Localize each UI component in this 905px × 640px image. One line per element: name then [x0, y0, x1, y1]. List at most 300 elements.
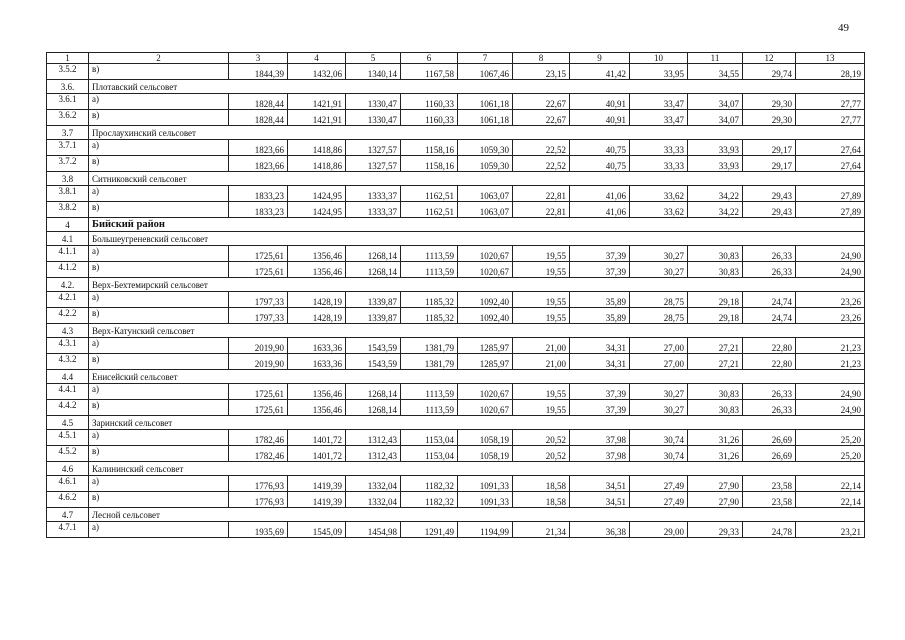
- value-cell: 26,33: [743, 262, 796, 278]
- value-cell: 34,31: [570, 354, 630, 370]
- value-cell: 1332,04: [346, 476, 401, 492]
- value-cell: 1312,43: [346, 430, 401, 446]
- value-cell: 1418,86: [288, 156, 346, 172]
- value-cell: 29,18: [688, 308, 743, 324]
- value-cell: 1061,18: [458, 110, 513, 126]
- value-cell: 1268,14: [346, 400, 401, 416]
- column-number: 10: [630, 53, 688, 64]
- value-cell: 40,91: [570, 110, 630, 126]
- value-cell: 1725,61: [229, 246, 288, 262]
- value-cell: 20,52: [513, 430, 570, 446]
- value-cell: 33,62: [630, 202, 688, 218]
- value-cell: 22,67: [513, 110, 570, 126]
- row-variant: в): [89, 64, 229, 80]
- value-cell: 26,69: [743, 446, 796, 462]
- section-row: [47, 126, 865, 140]
- row-code: 3.8.2: [47, 202, 89, 218]
- row-variant: а): [89, 292, 229, 308]
- value-cell: 1339,87: [346, 308, 401, 324]
- section-code: 4: [47, 218, 89, 232]
- value-cell: 1823,66: [229, 156, 288, 172]
- value-cell: 36,38: [570, 522, 630, 538]
- value-cell: 29,33: [688, 522, 743, 538]
- value-cell: 19,55: [513, 308, 570, 324]
- row-code: 4.2.1: [47, 292, 89, 308]
- value-cell: 18,58: [513, 492, 570, 508]
- value-cell: 1419,39: [288, 476, 346, 492]
- section-name: Калининский сельсовет: [89, 462, 865, 476]
- value-cell: 18,58: [513, 476, 570, 492]
- value-cell: 1401,72: [288, 446, 346, 462]
- row-code: 4.4.1: [47, 384, 89, 400]
- value-cell: 35,89: [570, 308, 630, 324]
- section-name: Заринский сельсовет: [89, 416, 865, 430]
- value-cell: 1421,91: [288, 94, 346, 110]
- section-row: [47, 232, 865, 246]
- row-code: 3.7.1: [47, 140, 89, 156]
- value-cell: 1543,59: [346, 338, 401, 354]
- value-cell: 1797,33: [229, 292, 288, 308]
- table-body: [47, 53, 865, 538]
- value-cell: 27,21: [688, 354, 743, 370]
- value-cell: 1058,19: [458, 430, 513, 446]
- value-cell: 1162,51: [401, 202, 458, 218]
- row-variant: а): [89, 476, 229, 492]
- value-cell: 29,17: [743, 140, 796, 156]
- value-cell: 37,39: [570, 400, 630, 416]
- value-cell: 29,43: [743, 186, 796, 202]
- row-variant: а): [89, 384, 229, 400]
- value-cell: 1833,23: [229, 202, 288, 218]
- section-row: [47, 324, 865, 338]
- column-number: 6: [401, 53, 458, 64]
- value-cell: 23,15: [513, 64, 570, 80]
- value-cell: 35,89: [570, 292, 630, 308]
- row-variant: а): [89, 522, 229, 538]
- value-cell: 1285,97: [458, 354, 513, 370]
- value-cell: 30,83: [688, 400, 743, 416]
- value-cell: 1285,97: [458, 338, 513, 354]
- section-name: Большеугреневский сельсовет: [89, 232, 865, 246]
- table-row: [47, 354, 865, 370]
- value-cell: 1332,04: [346, 492, 401, 508]
- row-variant: а): [89, 338, 229, 354]
- value-cell: 1091,33: [458, 476, 513, 492]
- row-variant: в): [89, 156, 229, 172]
- value-cell: 22,80: [743, 354, 796, 370]
- value-cell: 19,55: [513, 246, 570, 262]
- value-cell: 24,74: [743, 308, 796, 324]
- section-name: Лесной сельсовет: [89, 508, 865, 522]
- section-code: 3.7: [47, 126, 89, 140]
- row-code: 3.6.2: [47, 110, 89, 126]
- row-variant: а): [89, 186, 229, 202]
- row-variant: в): [89, 354, 229, 370]
- value-cell: 40,75: [570, 156, 630, 172]
- value-cell: 29,00: [630, 522, 688, 538]
- table-row: [47, 64, 865, 80]
- value-cell: 1185,32: [401, 308, 458, 324]
- value-cell: 29,30: [743, 110, 796, 126]
- value-cell: 27,90: [688, 476, 743, 492]
- value-cell: 33,33: [630, 156, 688, 172]
- value-cell: 1268,14: [346, 246, 401, 262]
- value-cell: 1725,61: [229, 400, 288, 416]
- value-cell: 33,47: [630, 110, 688, 126]
- value-cell: 1185,32: [401, 292, 458, 308]
- value-cell: 24,90: [796, 384, 865, 400]
- value-cell: 1421,91: [288, 110, 346, 126]
- value-cell: 1059,30: [458, 140, 513, 156]
- value-cell: 1312,43: [346, 446, 401, 462]
- value-cell: 26,33: [743, 384, 796, 400]
- row-code: 4.3.1: [47, 338, 89, 354]
- value-cell: 1797,33: [229, 308, 288, 324]
- value-cell: 33,95: [630, 64, 688, 80]
- table-row: [47, 292, 865, 308]
- row-variant: в): [89, 308, 229, 324]
- row-variant: в): [89, 492, 229, 508]
- value-cell: 1113,59: [401, 262, 458, 278]
- row-variant: в): [89, 446, 229, 462]
- row-code: 4.3.2: [47, 354, 89, 370]
- row-code: 4.1.2: [47, 262, 89, 278]
- row-code: 3.6.1: [47, 94, 89, 110]
- row-code: 4.7.1: [47, 522, 89, 538]
- column-number: 3: [229, 53, 288, 64]
- section-row: [47, 172, 865, 186]
- value-cell: 34,07: [688, 94, 743, 110]
- value-cell: 1424,95: [288, 202, 346, 218]
- value-cell: 21,23: [796, 338, 865, 354]
- value-cell: 27,77: [796, 94, 865, 110]
- column-number: 8: [513, 53, 570, 64]
- column-number: 7: [458, 53, 513, 64]
- row-variant: а): [89, 430, 229, 446]
- value-cell: 37,98: [570, 430, 630, 446]
- value-cell: 1091,33: [458, 492, 513, 508]
- value-cell: 25,20: [796, 430, 865, 446]
- row-variant: а): [89, 140, 229, 156]
- value-cell: 23,26: [796, 308, 865, 324]
- table-row: [47, 384, 865, 400]
- value-cell: 21,00: [513, 354, 570, 370]
- value-cell: 1061,18: [458, 94, 513, 110]
- value-cell: 1330,47: [346, 94, 401, 110]
- value-cell: 1356,46: [288, 262, 346, 278]
- section-row: [47, 80, 865, 94]
- value-cell: 1776,93: [229, 476, 288, 492]
- value-cell: 1291,49: [401, 522, 458, 538]
- value-cell: 1333,37: [346, 186, 401, 202]
- value-cell: 22,67: [513, 94, 570, 110]
- section-code: 4.4: [47, 370, 89, 384]
- value-cell: 1432,06: [288, 64, 346, 80]
- value-cell: 1543,59: [346, 354, 401, 370]
- value-cell: 19,55: [513, 292, 570, 308]
- value-cell: 1162,51: [401, 186, 458, 202]
- section-name: Енисейский сельсовет: [89, 370, 865, 384]
- table-row: [47, 110, 865, 126]
- value-cell: 41,42: [570, 64, 630, 80]
- row-code: 4.6.1: [47, 476, 89, 492]
- value-cell: 22,14: [796, 492, 865, 508]
- section-name: Бийский район: [89, 218, 865, 232]
- section-row: [47, 370, 865, 384]
- value-cell: 21,34: [513, 522, 570, 538]
- value-cell: 27,49: [630, 476, 688, 492]
- value-cell: 1153,04: [401, 430, 458, 446]
- table-row: [47, 262, 865, 278]
- value-cell: 1381,79: [401, 338, 458, 354]
- column-number-row: [47, 53, 865, 64]
- value-cell: 1633,36: [288, 354, 346, 370]
- row-variant: в): [89, 262, 229, 278]
- value-cell: 1020,67: [458, 384, 513, 400]
- value-cell: 37,39: [570, 262, 630, 278]
- value-cell: 33,62: [630, 186, 688, 202]
- table-row: [47, 446, 865, 462]
- value-cell: 1725,61: [229, 384, 288, 400]
- value-cell: 28,75: [630, 308, 688, 324]
- value-cell: 30,27: [630, 262, 688, 278]
- value-cell: 1545,09: [288, 522, 346, 538]
- table-row: [47, 94, 865, 110]
- value-cell: 24,90: [796, 262, 865, 278]
- value-cell: 1844,39: [229, 64, 288, 80]
- row-code: 4.6.2: [47, 492, 89, 508]
- value-cell: 41,06: [570, 186, 630, 202]
- value-cell: 21,23: [796, 354, 865, 370]
- section-name: Ситниковский сельсовет: [89, 172, 865, 186]
- value-cell: 33,93: [688, 156, 743, 172]
- value-cell: 30,83: [688, 246, 743, 262]
- value-cell: 1428,19: [288, 308, 346, 324]
- value-cell: 22,80: [743, 338, 796, 354]
- value-cell: 1725,61: [229, 262, 288, 278]
- value-cell: 34,51: [570, 492, 630, 508]
- value-cell: 1153,04: [401, 446, 458, 462]
- value-cell: 1268,14: [346, 384, 401, 400]
- value-cell: 34,22: [688, 186, 743, 202]
- value-cell: 27,64: [796, 156, 865, 172]
- value-cell: 26,33: [743, 400, 796, 416]
- section-code: 4.7: [47, 508, 89, 522]
- value-cell: 1160,33: [401, 94, 458, 110]
- value-cell: 1020,67: [458, 400, 513, 416]
- value-cell: 1782,46: [229, 430, 288, 446]
- value-cell: 23,58: [743, 492, 796, 508]
- value-cell: 1327,57: [346, 156, 401, 172]
- value-cell: 33,33: [630, 140, 688, 156]
- value-cell: 1782,46: [229, 446, 288, 462]
- value-cell: 1059,30: [458, 156, 513, 172]
- value-cell: 22,52: [513, 140, 570, 156]
- value-cell: 1020,67: [458, 246, 513, 262]
- value-cell: 1194,99: [458, 522, 513, 538]
- row-variant: а): [89, 246, 229, 262]
- value-cell: 2019,90: [229, 354, 288, 370]
- value-cell: 1327,57: [346, 140, 401, 156]
- value-cell: 27,64: [796, 140, 865, 156]
- value-cell: 30,27: [630, 400, 688, 416]
- value-cell: 1330,47: [346, 110, 401, 126]
- section-name: Прослаухинский сельсовет: [89, 126, 865, 140]
- table-row: [47, 202, 865, 218]
- value-cell: 27,89: [796, 202, 865, 218]
- value-cell: 1381,79: [401, 354, 458, 370]
- table-row: [47, 156, 865, 172]
- row-code: 4.4.2: [47, 400, 89, 416]
- value-cell: 29,74: [743, 64, 796, 80]
- value-cell: 26,69: [743, 430, 796, 446]
- section-name: Верх-Бехтемирский сельсовет: [89, 278, 865, 292]
- value-cell: 1160,33: [401, 110, 458, 126]
- table-row: [47, 492, 865, 508]
- value-cell: 1935,69: [229, 522, 288, 538]
- value-cell: 1058,19: [458, 446, 513, 462]
- value-cell: 1158,16: [401, 156, 458, 172]
- table-row: [47, 338, 865, 354]
- row-code: 4.5.1: [47, 430, 89, 446]
- value-cell: 29,17: [743, 156, 796, 172]
- page-number: 49: [838, 22, 849, 34]
- value-cell: 1067,46: [458, 64, 513, 80]
- row-variant: а): [89, 94, 229, 110]
- value-cell: 1113,59: [401, 384, 458, 400]
- value-cell: 34,51: [570, 476, 630, 492]
- value-cell: 1356,46: [288, 246, 346, 262]
- value-cell: 40,75: [570, 140, 630, 156]
- column-number: 5: [346, 53, 401, 64]
- section-row: [47, 508, 865, 522]
- column-number: 9: [570, 53, 630, 64]
- value-cell: 1828,44: [229, 110, 288, 126]
- column-number: 12: [743, 53, 796, 64]
- value-cell: 19,55: [513, 262, 570, 278]
- value-cell: 1776,93: [229, 492, 288, 508]
- value-cell: 22,52: [513, 156, 570, 172]
- section-code: 3.6.: [47, 80, 89, 94]
- column-number: 1: [47, 53, 89, 64]
- value-cell: 30,27: [630, 246, 688, 262]
- value-cell: 29,43: [743, 202, 796, 218]
- section-row: [47, 462, 865, 476]
- value-cell: 1092,40: [458, 292, 513, 308]
- value-cell: 1454,98: [346, 522, 401, 538]
- row-code: 3.5.2: [47, 64, 89, 80]
- value-cell: 21,00: [513, 338, 570, 354]
- section-code: 4.5: [47, 416, 89, 430]
- value-cell: 30,83: [688, 384, 743, 400]
- value-cell: 1419,39: [288, 492, 346, 508]
- value-cell: 33,93: [688, 140, 743, 156]
- value-cell: 1828,44: [229, 94, 288, 110]
- value-cell: 31,26: [688, 446, 743, 462]
- section-code: 4.2.: [47, 278, 89, 292]
- table-row: [47, 476, 865, 492]
- row-code: 4.2.2: [47, 308, 89, 324]
- column-number: 13: [796, 53, 865, 64]
- tariff-table: [46, 52, 865, 538]
- value-cell: 1092,40: [458, 308, 513, 324]
- value-cell: 23,26: [796, 292, 865, 308]
- value-cell: 27,00: [630, 354, 688, 370]
- value-cell: 31,26: [688, 430, 743, 446]
- value-cell: 1833,23: [229, 186, 288, 202]
- table-row: [47, 186, 865, 202]
- row-code: 4.5.2: [47, 446, 89, 462]
- row-variant: в): [89, 400, 229, 416]
- section-code: 4.1: [47, 232, 89, 246]
- value-cell: 27,00: [630, 338, 688, 354]
- section-code: 4.3: [47, 324, 89, 338]
- value-cell: 27,49: [630, 492, 688, 508]
- value-cell: 37,98: [570, 446, 630, 462]
- value-cell: 27,89: [796, 186, 865, 202]
- value-cell: 1823,66: [229, 140, 288, 156]
- value-cell: 1333,37: [346, 202, 401, 218]
- value-cell: 1356,46: [288, 400, 346, 416]
- value-cell: 28,19: [796, 64, 865, 80]
- value-cell: 22,81: [513, 202, 570, 218]
- table-row: [47, 246, 865, 262]
- value-cell: 1063,07: [458, 202, 513, 218]
- value-cell: 1401,72: [288, 430, 346, 446]
- value-cell: 27,21: [688, 338, 743, 354]
- value-cell: 1424,95: [288, 186, 346, 202]
- value-cell: 23,21: [796, 522, 865, 538]
- value-cell: 1113,59: [401, 400, 458, 416]
- section-row: [47, 218, 865, 232]
- row-variant: в): [89, 202, 229, 218]
- row-code: 3.8.1: [47, 186, 89, 202]
- value-cell: 37,39: [570, 384, 630, 400]
- value-cell: 25,20: [796, 446, 865, 462]
- value-cell: 1063,07: [458, 186, 513, 202]
- column-number: 4: [288, 53, 346, 64]
- value-cell: 1182,32: [401, 476, 458, 492]
- value-cell: 24,74: [743, 292, 796, 308]
- value-cell: 24,90: [796, 400, 865, 416]
- value-cell: 22,14: [796, 476, 865, 492]
- value-cell: 34,31: [570, 338, 630, 354]
- value-cell: 20,52: [513, 446, 570, 462]
- row-variant: в): [89, 110, 229, 126]
- section-code: 4.6: [47, 462, 89, 476]
- value-cell: 34,55: [688, 64, 743, 80]
- table-row: [47, 308, 865, 324]
- value-cell: 1268,14: [346, 262, 401, 278]
- table-row: [47, 400, 865, 416]
- value-cell: 1182,32: [401, 492, 458, 508]
- value-cell: 29,30: [743, 94, 796, 110]
- value-cell: 1428,19: [288, 292, 346, 308]
- value-cell: 27,90: [688, 492, 743, 508]
- value-cell: 1158,16: [401, 140, 458, 156]
- value-cell: 24,78: [743, 522, 796, 538]
- value-cell: 19,55: [513, 400, 570, 416]
- table-row: [47, 430, 865, 446]
- value-cell: 37,39: [570, 246, 630, 262]
- value-cell: 40,91: [570, 94, 630, 110]
- section-name: Верх-Катунский сельсовет: [89, 324, 865, 338]
- section-code: 3.8: [47, 172, 89, 186]
- table-row: [47, 522, 865, 538]
- value-cell: 34,22: [688, 202, 743, 218]
- value-cell: 1020,67: [458, 262, 513, 278]
- section-row: [47, 278, 865, 292]
